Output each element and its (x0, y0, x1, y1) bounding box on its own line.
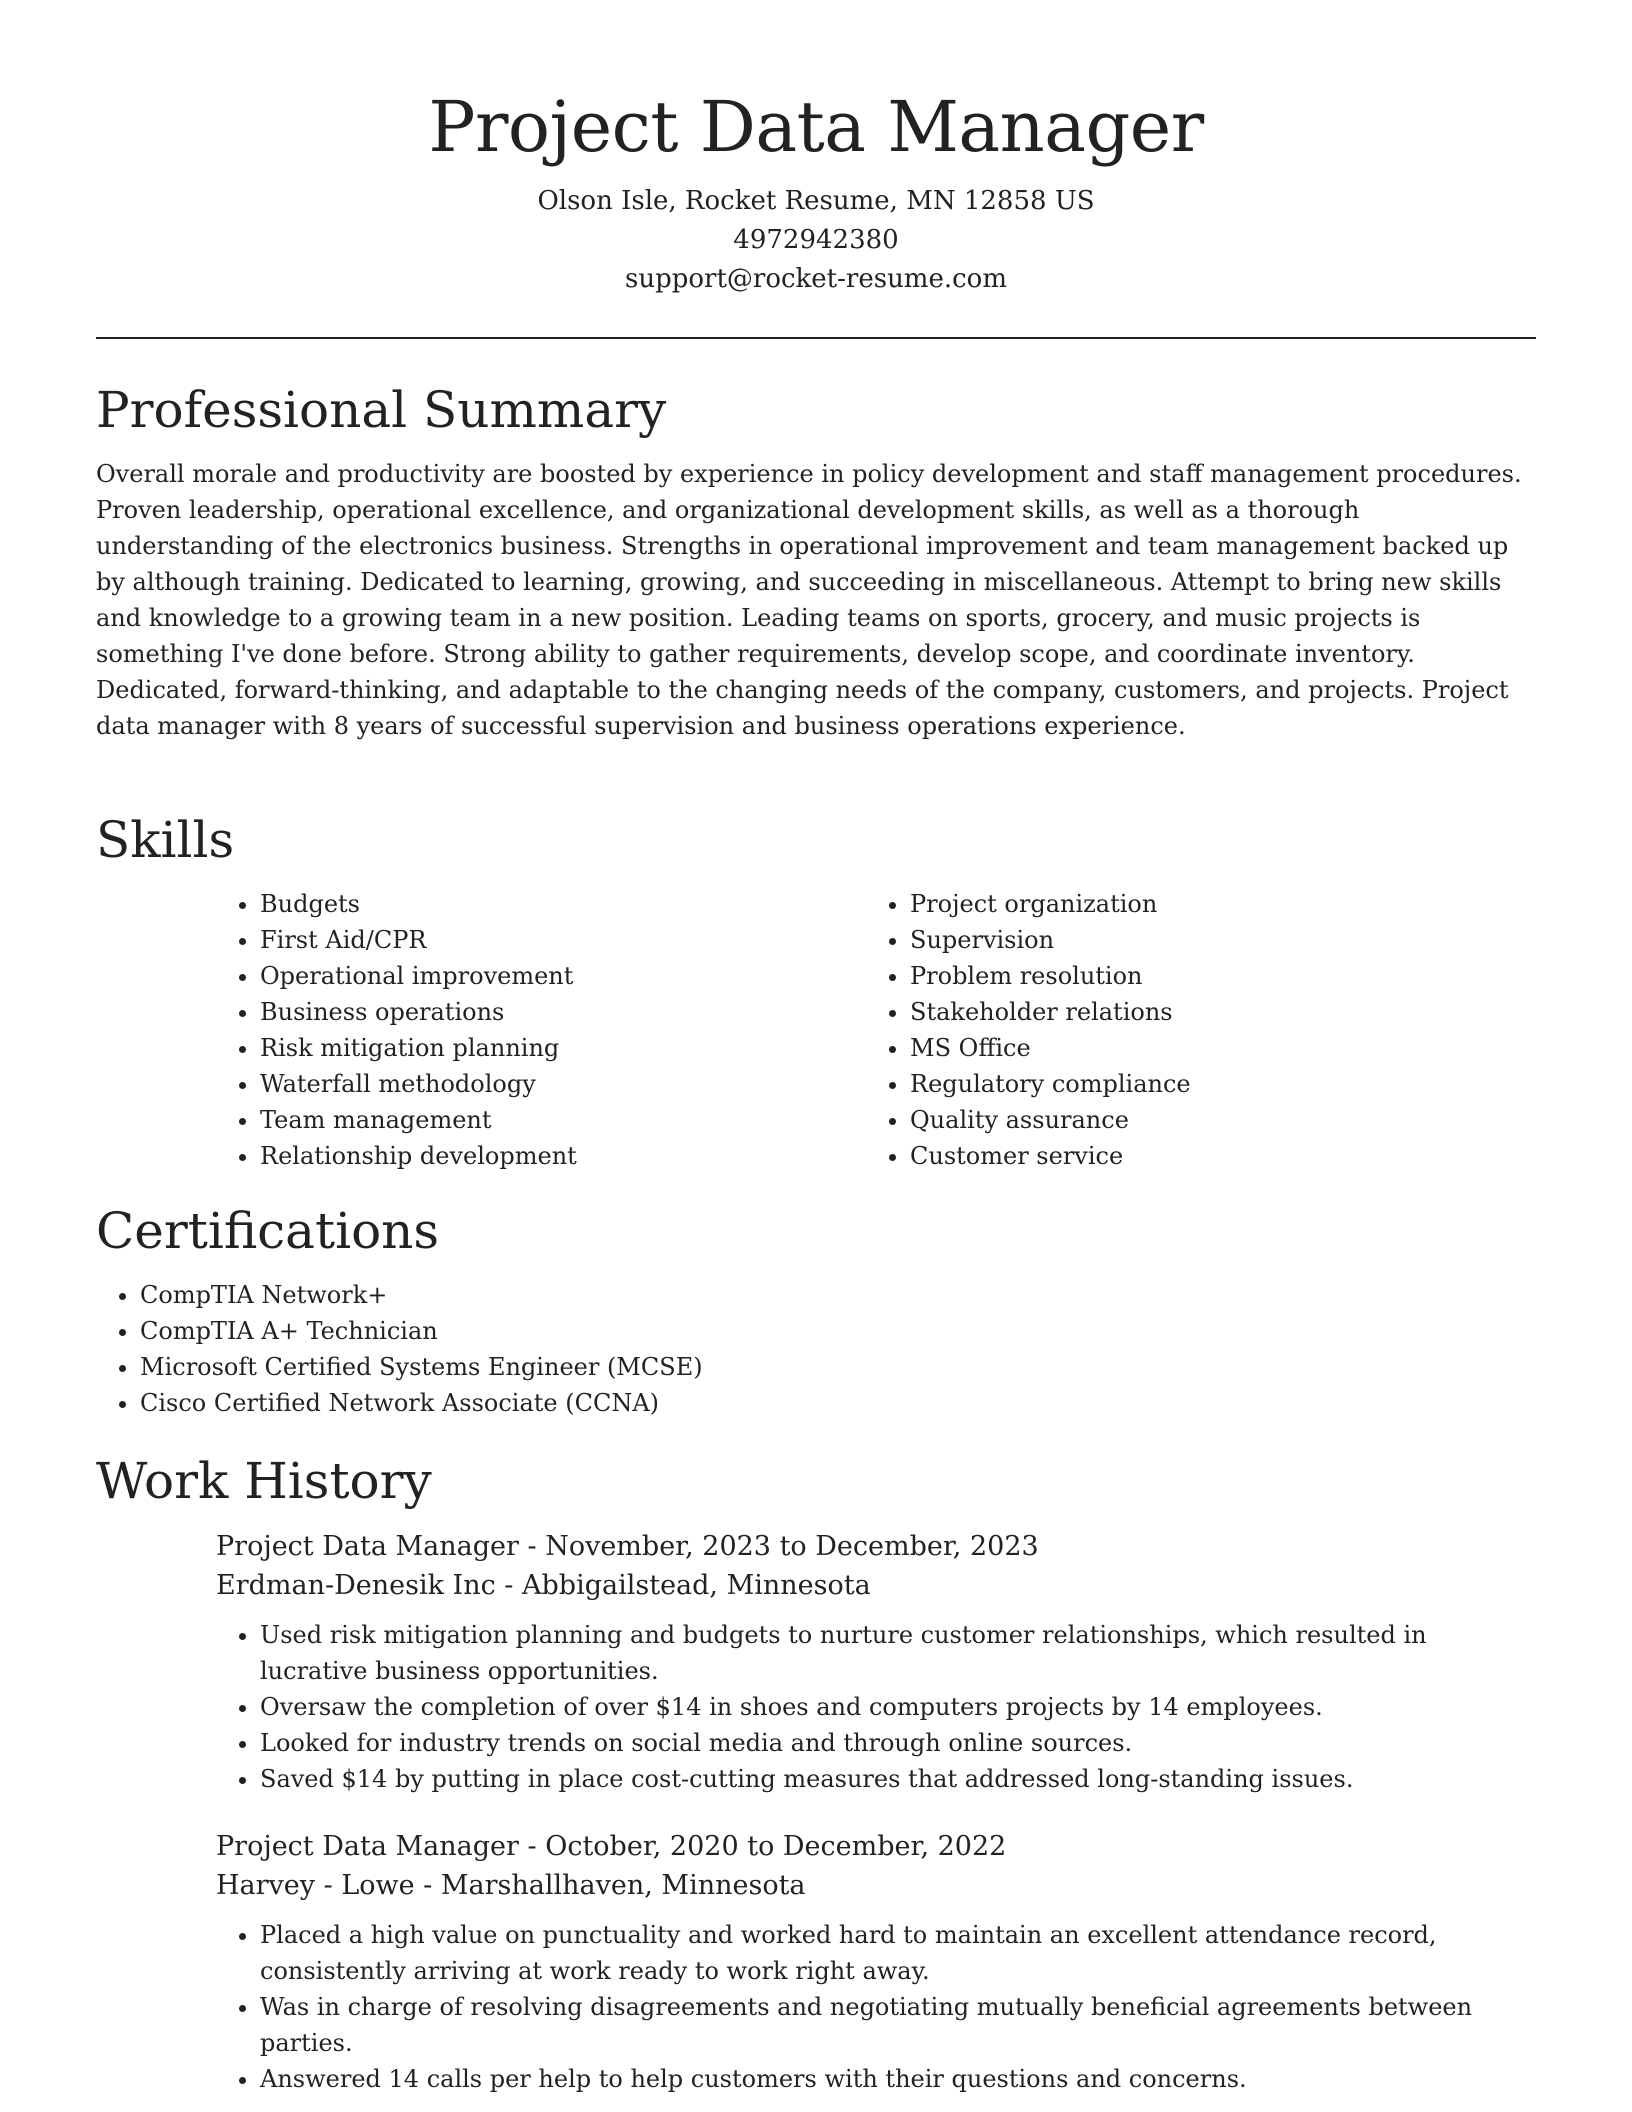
list-item: • Waterfall methodology (260, 1066, 866, 1102)
list-item: • Budgets (260, 886, 866, 922)
list-item: • Cisco Certified Network Associate (CCNA) (140, 1385, 1536, 1421)
list-item: • Business operations (260, 994, 866, 1030)
summary-text: Overall morale and productivity are boosted by experience in policy development and staff management procedures. Proven leadership, operational excellence, and organizational development skills, as well as a thorough understanding of the electronics business. Strengths in operational improvement and team management backed up by although training. Dedicated to learning, growing, and succeeding in miscellaneous. Attempt to bring new skills and knowledge to a growing team in a new position. Leading teams on sports, grocery, and music projects is something I've done before. Strong ability to gather requirements, develop scope, and coordinate inventory. Dedicated, forward-thinking, and adaptable to the changing needs of the company, customers, and projects. Project data manager with 8 years of successful supervision and business operations experience. (96, 460, 1522, 740)
job-entry (216, 1527, 1536, 1797)
list-item: • Placed a high value on punctuality and worked hard to maintain an excellent attendance record, consistently arriving at work ready to work right away. (260, 1917, 1536, 1989)
list-item: • Supervision (910, 922, 1516, 958)
section-title-summary: Professional Summary (96, 381, 667, 439)
job-company: Harvey - Lowe - Marshallhaven, Minnesota (216, 1870, 806, 1901)
skills-section (96, 808, 1536, 1174)
list-item: • Oversaw the completion of over $14 in shoes and computers projects by 14 employees. (260, 1689, 1536, 1725)
list-item: • First Aid/CPR (260, 922, 866, 958)
list-item: • Regulatory compliance (910, 1066, 1516, 1102)
job-role-dates: Project Data Manager - November, 2023 to December, 2023 (216, 1531, 1039, 1562)
skills-column-left (216, 886, 866, 1174)
list-item: • Operational improvement (260, 958, 866, 994)
email: support@rocket-resume.com (624, 264, 1007, 294)
skills-column-right (866, 886, 1516, 1174)
list-item: • CompTIA A+ Technician (140, 1313, 1536, 1349)
candidate-name: Project Data Manager (428, 86, 1204, 168)
summary-section (96, 378, 1536, 744)
job-company: Erdman-Denesik Inc - Abbigailstead, Minnesota (216, 1570, 871, 1601)
header-divider (96, 337, 1536, 339)
list-item: • Used risk mitigation planning and budgets to nurture customer relationships, which resulted in lucrative business opportunities. (260, 1617, 1536, 1689)
list-item: • Saved $14 by putting in place cost-cutting measures that addressed long-standing issues. (260, 1761, 1536, 1797)
list-item: • Was in charge of resolving disagreements and negotiating mutually beneficial agreements between parties. (260, 1989, 1536, 2061)
list-item: • Customer service (910, 1138, 1516, 1174)
resume-header (96, 0, 1536, 339)
certifications-list (96, 1277, 1536, 1421)
list-item: • Microsoft Certified Systems Engineer (MCSE) (140, 1349, 1536, 1385)
resume-page (96, 0, 1536, 2093)
list-item: • Answered 14 calls per help to help customers with their questions and concerns. (260, 2061, 1536, 2097)
work-history-section (96, 1449, 1536, 2097)
list-item: • Risk mitigation planning (260, 1030, 866, 1066)
list-item: • Problem resolution (910, 958, 1516, 994)
list-item: • Stakeholder relations (910, 994, 1516, 1030)
section-title-work-history: Work History (96, 1452, 432, 1510)
phone: 4972942380 (733, 225, 899, 255)
list-item: • Project organization (910, 886, 1516, 922)
list-item: • Team management (260, 1102, 866, 1138)
list-item: • MS Office (910, 1030, 1516, 1066)
address: Olson Isle, Rocket Resume, MN 12858 US (537, 186, 1095, 216)
job-bullets (216, 1617, 1536, 1797)
job-bullets (216, 1917, 1536, 2097)
section-title-skills: Skills (96, 811, 235, 869)
contact-info (96, 182, 1536, 299)
skills-columns (216, 886, 1536, 1174)
certifications-section (96, 1199, 1536, 1421)
list-item: • CompTIA Network+ (140, 1277, 1536, 1313)
job-entry (216, 1827, 1536, 2097)
list-item: • Looked for industry trends on social media and through online sources. (260, 1725, 1536, 1761)
section-title-certifications: Certifications (96, 1202, 440, 1260)
list-item: • Relationship development (260, 1138, 866, 1174)
list-item: • Quality assurance (910, 1102, 1516, 1138)
job-role-dates: Project Data Manager - October, 2020 to December, 2022 (216, 1831, 1007, 1862)
